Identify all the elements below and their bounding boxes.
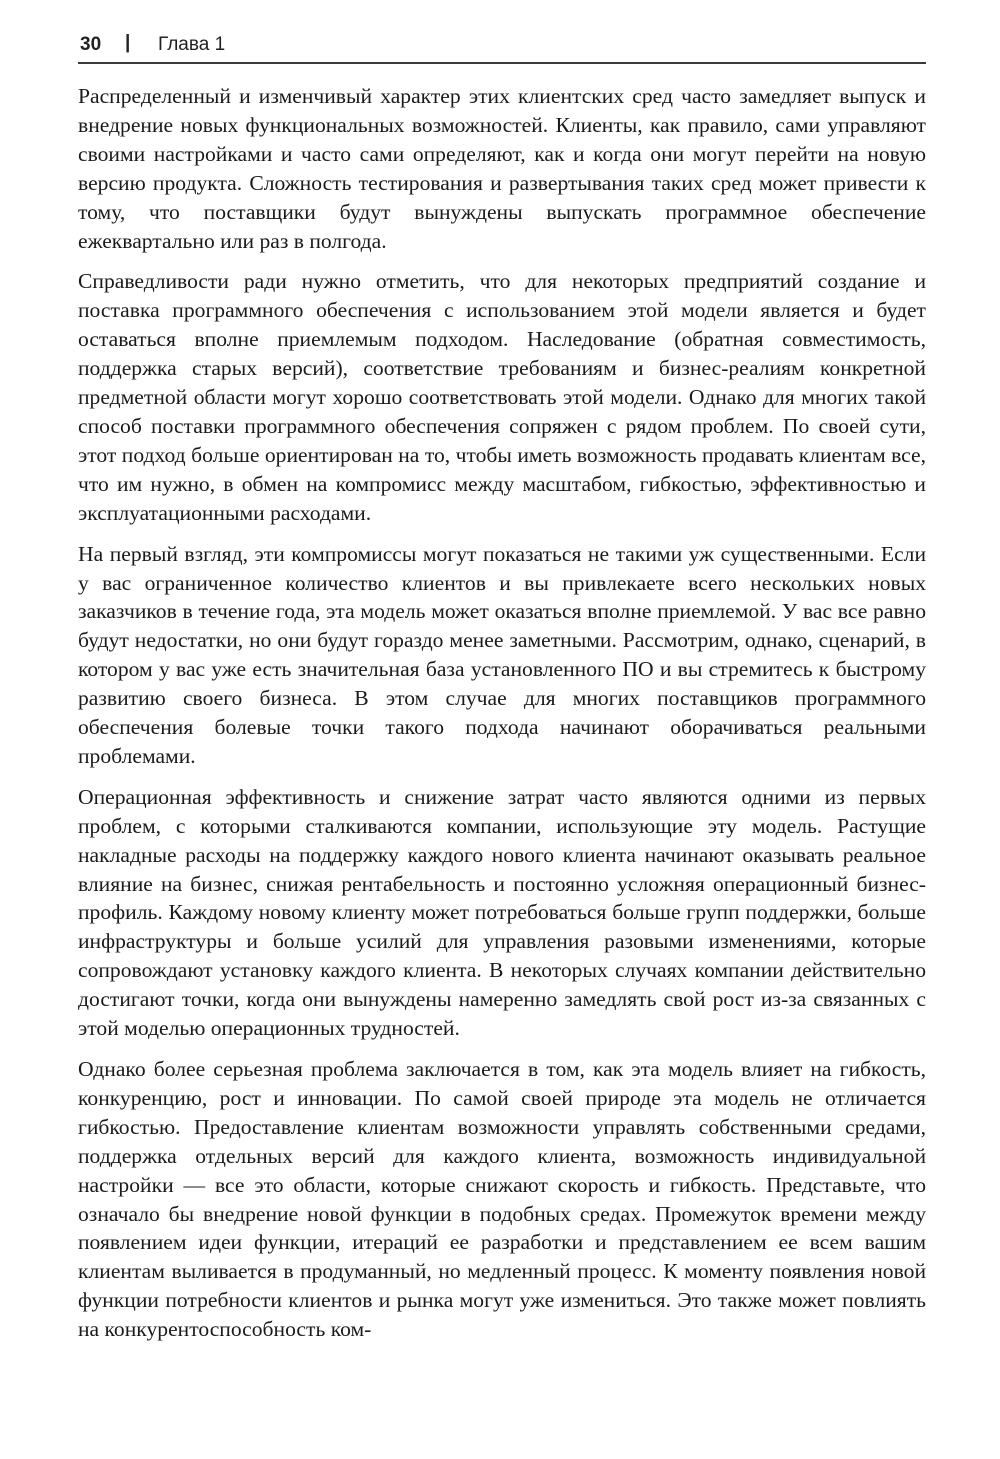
paragraph-2: Справедливости ради нужно отметить, что для некоторых предприятий создание и поставка программного обеспечения с использованием этой модели является и будет оставаться вполне приемлемым подходом. Наследование (обратная совместимость, поддержка старых версий), соответствие требованиям и бизнес-реалиям конкретной предметной области могут хорошо соответствовать этой модели. Однако для многих такой способ поставки программного обеспечения сопряжен с рядом проблем. По своей сути, этот подход больше ориентирован на то, чтобы иметь возможность продавать клиентам все, что им нужно, в обмен на компромисс между масштабом, гибкостью, эффективностью и эксплуатационными расходами. xyxy=(78,269,926,525)
paragraph-4: Операционная эффективность и снижение затрат часто являются одними из первых проблем, с которыми сталкиваются компании, использующие эту модель. Растущие накладные расходы на поддержку каждого нового клиента начинают оказывать реальное влияние на бизнес, снижая рентабельность и постоянно усложняя операционный бизнес-профиль. Каждому новому клиенту может потребоваться больше групп поддержки, больше инфраструктуры и больше усилий для управления разовыми изменениями, которые сопровождают установку каждого клиента. В некоторых случаях компании действительно достигают точки, когда они вынуждены намеренно замедлять свой рост из-за связанных с этой моделью операционных трудностей. xyxy=(78,784,926,1041)
paragraph-3: На первый взгляд, эти компромиссы могут показаться не такими уж существенными. Если у вас ограниченное количество клиентов и вы привлекаете всего нескольких новых заказчиков в течение года, эта модель может оказаться вполне приемлемой. У вас все равно будут недостатки, но они будут гораздо менее заметными. Рассмотрим, однако, сценарий, в котором у вас уже есть значительная база установленного ПО и вы стремитесь к быстрому развитию своего бизнеса. В этом случае для многих поставщиков программного обеспечения болевые точки такого подхода начинают оборачиваться реальными проблемами. xyxy=(78,541,926,768)
body-text xyxy=(78,82,926,1356)
chapter-title: Глава 1 xyxy=(158,34,226,55)
header-separator: | xyxy=(125,32,131,53)
paragraph-5: Однако более серьезная проблема заключается в том, как эта модель влияет на гибкость, конкуренцию, рост и инновации. По самой своей природе эта модель не отличается гибкостью. Предоставление клиентам возможности управлять собственными средами, поддержка отдельных версий для каждого клиента, возможность индивидуальной настройки — все это области, которые снижают скорость и гибкость. Представьте, что означало бы внедрение новой функции в подобных средах. Промежуток времени между появлением идеи функции, итераций ее разработки и представлением ее всем вашим клиентам выливается в продуманный, но медленный процесс. К моменту появления новой функции потребности клиентов и рынка могут уже измениться. Это также может повлиять на конкурентоспособность ком- xyxy=(78,1057,926,1342)
page-number: 30 xyxy=(80,34,102,55)
running-header xyxy=(78,30,926,64)
paragraph-1: Распределенный и изменчивый характер этих клиентских сред часто замедляет выпуск и внедрение новых функциональных возможностей. Клиенты, как правило, сами управляют своими настройками и часто сами определяют, как и когда они могут перейти на новую версию продукта. Сложность тестирования и развертывания таких сред может привести к тому, что поставщики будут вынуждены выпускать программное обеспечение ежеквартально или раз в полгода. xyxy=(78,84,926,253)
